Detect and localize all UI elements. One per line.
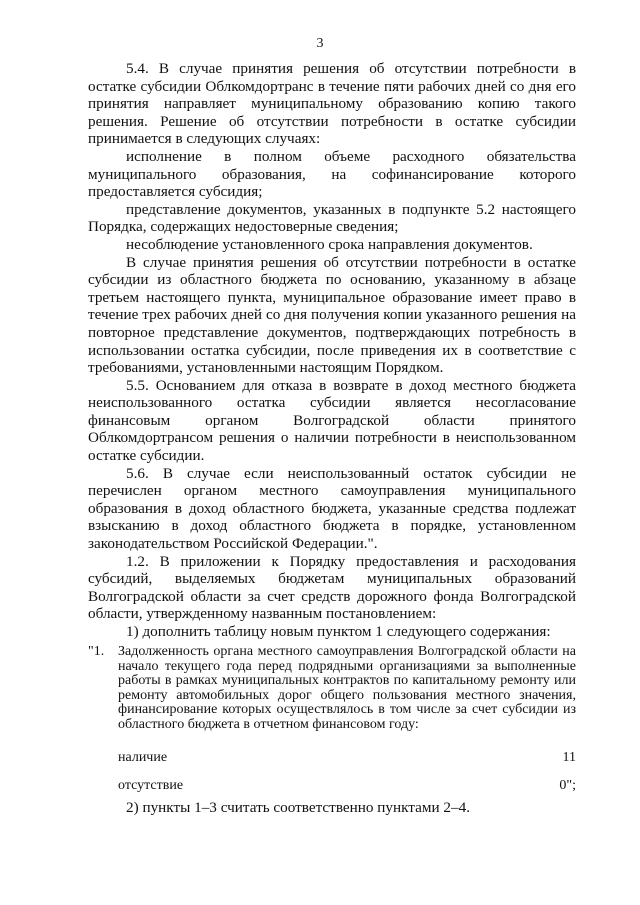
paragraph-5-5: 5.5. Основанием для отказа в возврате в доход местного бюджета неиспользованного остатка субсидии является несогласование финансовым органом Волгоградской области принятого Облкомдортрансом решения о наличии потребности в неиспользованном остатке субсидии. xyxy=(88,376,576,465)
option-label: отсутствие xyxy=(118,778,184,793)
paragraph-case-3: несоблюдение установленного срока направления документов. xyxy=(126,235,533,253)
option-label: наличие xyxy=(118,750,168,765)
document-body xyxy=(88,60,576,641)
option-value: 11 xyxy=(562,750,576,765)
paragraph-1-2: 1.2. В приложении к Порядку предоставления и расходования субсидий, выделяемых бюджетам муниципальных образований Волгоградской области за счет средств дорожного фонда Волгоградской области, утвержденному названным постановлением: xyxy=(88,552,576,623)
paragraph-case-1: исполнение в полном объеме расходного обязательства муниципального образования, на софинансирование которого предоставляется субсидия; xyxy=(88,147,576,201)
option-row-absence xyxy=(118,778,576,794)
paragraph-repeat-submission: В случае принятия решения об отсутствии потребности в остатке субсидии из областного бюджета по основанию, указанному в абзаце третьем настоящего пункта, муниципальное образование имеет право в течение трех рабочих дней со дня получения копии указанного решения на повторное представление документов, подтверждающих потребность в использовании остатка субсидии, после приведения их в соответствие с требованиями, установленными настоящим Порядком. xyxy=(88,253,576,377)
option-value: 0"; xyxy=(559,778,576,793)
page-number: 3 xyxy=(316,36,324,51)
paragraph-amendment-1: 1) дополнить таблицу новым пунктом 1 следующего содержания: xyxy=(126,623,551,640)
final-amendment-line: 2) пункты 1–3 считать соответственно пунктами 2–4. xyxy=(126,799,470,816)
table-item-1 xyxy=(88,645,576,732)
paragraph-5-6: 5.6. В случае если неиспользованный остаток субсидии не перечислен органом местного самоуправления муниципального образования в доход областного бюджета, указанные средства подлежат взысканию в доход областного бюджета в порядке, установленном законодательством Российской Федерации.". xyxy=(88,464,576,553)
option-row-presence xyxy=(118,750,576,766)
paragraph-5-4: 5.4. В случае принятия решения об отсутствии потребности в остатке субсидии Облкомдортранс в течение пяти рабочих дней со дня его принятия направляет муниципальному образованию копию такого решения. Решение об отсутствии потребности в остатке субсидии принимается в следующих случаях: xyxy=(88,60,576,148)
table-item-row xyxy=(88,645,576,732)
paragraph-case-2: представление документов, указанных в подпункте 5.2 настоящего Порядка, содержащих недостоверные сведения; xyxy=(88,200,576,236)
table-item-number: "1. xyxy=(88,644,105,659)
table-item-text: Задолженность органа местного самоуправления Волгоградской области на начало текущего года перед подрядными организациями за выполненные работы в рамках муниципальных контрактов по капитальному ремонту или ремонту автомобильных дорог общего пользования местного значения, финансирование которых осуществлялось в том числе за счет субсидии из областного бюджета в отчетном финансовом году: xyxy=(118,644,576,732)
